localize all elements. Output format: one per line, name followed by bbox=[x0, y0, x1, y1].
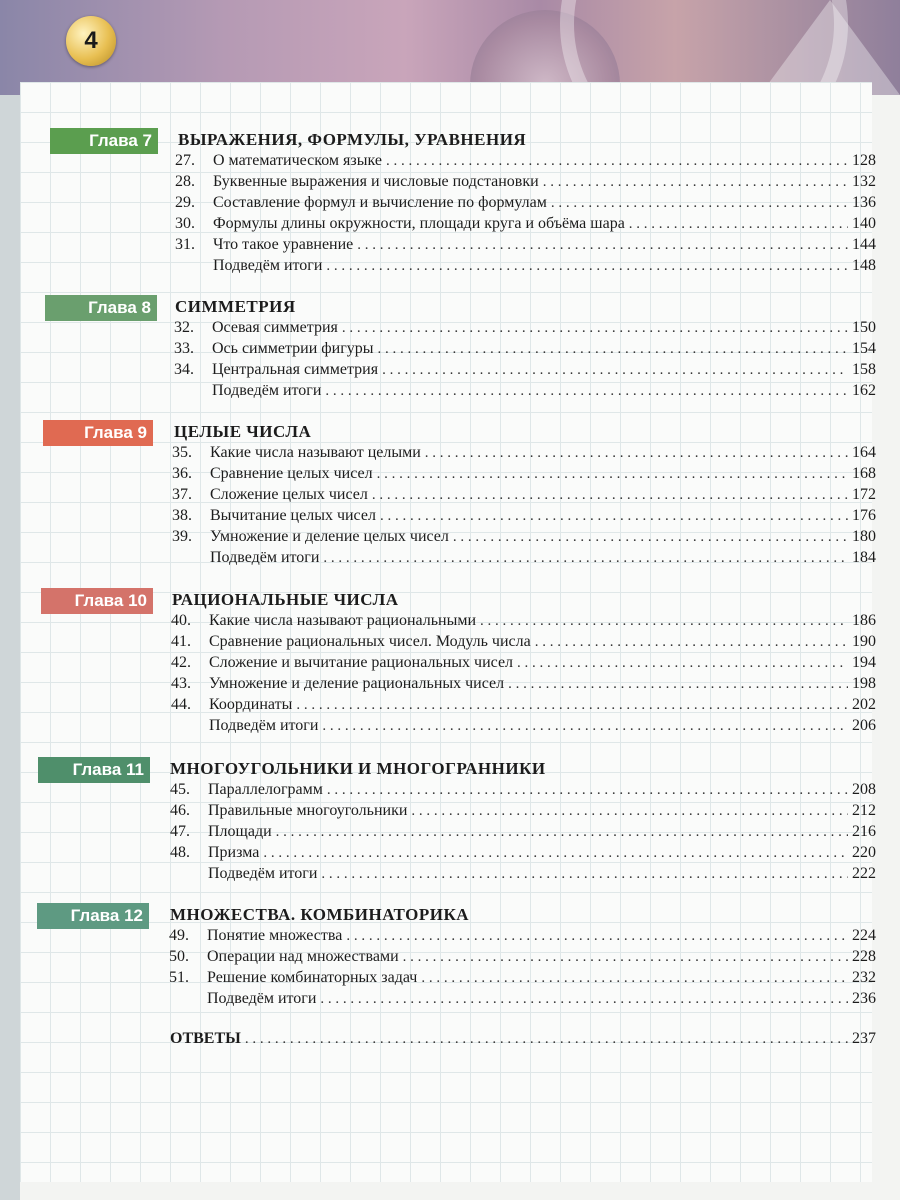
dot-leader bbox=[535, 634, 848, 651]
answers-entry[interactable] bbox=[170, 1030, 876, 1052]
page-number: 237 bbox=[852, 1030, 876, 1047]
dot-leader bbox=[453, 529, 848, 546]
section-title: Подведём итоги bbox=[213, 257, 323, 274]
toc-entry[interactable] bbox=[169, 969, 876, 991]
chapter-title: СИММЕТРИЯ bbox=[175, 297, 296, 316]
section-number: 27. bbox=[175, 152, 195, 169]
page-number: 232 bbox=[852, 969, 876, 986]
page-number: 202 bbox=[852, 696, 876, 713]
page-number: 212 bbox=[852, 802, 876, 819]
section-number: 29. bbox=[175, 194, 195, 211]
dot-leader bbox=[323, 550, 848, 567]
section-number: 34. bbox=[174, 361, 194, 378]
section-number: 31. bbox=[175, 236, 195, 253]
section-number: 39. bbox=[172, 528, 192, 545]
section-number: 36. bbox=[172, 465, 192, 482]
dot-leader bbox=[320, 991, 848, 1008]
dot-leader bbox=[480, 613, 848, 630]
section-number: 33. bbox=[174, 340, 194, 357]
section-number: 28. bbox=[175, 173, 195, 190]
toc-entry[interactable] bbox=[175, 236, 876, 258]
toc-entry[interactable] bbox=[169, 948, 876, 970]
dot-leader bbox=[551, 195, 848, 212]
chapter-title: ЦЕЛЫЕ ЧИСЛА bbox=[174, 422, 312, 441]
page-number: 144 bbox=[852, 236, 876, 253]
dot-leader bbox=[326, 258, 848, 275]
page-number: 198 bbox=[852, 675, 876, 692]
dot-leader bbox=[629, 216, 848, 233]
toc-entry[interactable] bbox=[169, 927, 876, 949]
section-title: Сравнение рациональных чисел. Модуль числа bbox=[209, 633, 531, 650]
chapter-title: МНОЖЕСТВА. КОМБИНАТОРИКА bbox=[170, 905, 470, 924]
section-title: О математическом языке bbox=[213, 152, 382, 169]
toc-entry[interactable] bbox=[174, 340, 876, 362]
dot-leader bbox=[245, 1031, 848, 1048]
page-number: 168 bbox=[852, 465, 876, 482]
dot-leader bbox=[380, 508, 848, 525]
dot-leader bbox=[276, 824, 848, 841]
page-number: 128 bbox=[852, 152, 876, 169]
page-number: 140 bbox=[852, 215, 876, 232]
page-number: 206 bbox=[852, 717, 876, 734]
page-number: 236 bbox=[852, 990, 876, 1007]
summary-entry[interactable] bbox=[212, 382, 876, 404]
section-title: Координаты bbox=[209, 696, 293, 713]
summary-entry[interactable] bbox=[210, 549, 876, 571]
dot-leader bbox=[296, 697, 848, 714]
section-title: Решение комбинаторных задач bbox=[207, 969, 418, 986]
page-number: 216 bbox=[852, 823, 876, 840]
section-title: Какие числа называют целыми bbox=[210, 444, 421, 461]
chapter-tag: Глава 12 bbox=[37, 903, 149, 929]
section-title: Подведём итоги bbox=[209, 717, 319, 734]
section-number: 35. bbox=[172, 444, 192, 461]
dot-leader bbox=[517, 655, 848, 672]
section-number: 45. bbox=[170, 781, 190, 798]
dot-leader bbox=[378, 341, 848, 358]
page-number: 158 bbox=[852, 361, 876, 378]
section-title: Составление формул и вычисление по формулам bbox=[213, 194, 547, 211]
section-title: Формулы длины окружности, площади круга и объёма шара bbox=[213, 215, 625, 232]
page-number: 180 bbox=[852, 528, 876, 545]
toc-entry[interactable] bbox=[172, 507, 876, 529]
section-number: 44. bbox=[171, 696, 191, 713]
page-number-badge: 4 bbox=[66, 16, 116, 66]
toc-entry[interactable] bbox=[171, 654, 876, 676]
page-number: 224 bbox=[852, 927, 876, 944]
chapter-tag: Глава 8 bbox=[45, 295, 157, 321]
toc-entry[interactable] bbox=[172, 486, 876, 508]
page-number: 194 bbox=[852, 654, 876, 671]
toc-entry[interactable] bbox=[171, 696, 876, 718]
dot-leader bbox=[421, 970, 848, 987]
dot-leader bbox=[325, 383, 848, 400]
section-title: Подведём итоги bbox=[210, 549, 320, 566]
page-number: 164 bbox=[852, 444, 876, 461]
page-number: 208 bbox=[852, 781, 876, 798]
dot-leader bbox=[377, 466, 848, 483]
page-number: 172 bbox=[852, 486, 876, 503]
page-number: 220 bbox=[852, 844, 876, 861]
page-number: 228 bbox=[852, 948, 876, 965]
toc-entry[interactable] bbox=[171, 612, 876, 634]
answers-label: ОТВЕТЫ bbox=[170, 1030, 241, 1047]
page-number: 136 bbox=[852, 194, 876, 211]
section-title: Операции над множествами bbox=[207, 948, 399, 965]
toc-entry[interactable] bbox=[171, 633, 876, 655]
chapter-tag: Глава 10 bbox=[41, 588, 153, 614]
dot-leader bbox=[357, 237, 848, 254]
page-number: 162 bbox=[852, 382, 876, 399]
toc-entry[interactable] bbox=[170, 844, 876, 866]
section-number: 41. bbox=[171, 633, 191, 650]
section-title: Вычитание целых чисел bbox=[210, 507, 376, 524]
summary-entry[interactable] bbox=[207, 990, 876, 1012]
dot-leader bbox=[321, 866, 848, 883]
section-title: Подведём итоги bbox=[208, 865, 318, 882]
toc-entry[interactable] bbox=[175, 152, 876, 174]
chapter-title: ВЫРАЖЕНИЯ, ФОРМУЛЫ, УРАВНЕНИЯ bbox=[178, 130, 527, 149]
section-number: 38. bbox=[172, 507, 192, 524]
summary-entry[interactable] bbox=[208, 865, 876, 887]
section-number: 47. bbox=[170, 823, 190, 840]
dot-leader bbox=[372, 487, 848, 504]
page-number: 154 bbox=[852, 340, 876, 357]
page-number: 190 bbox=[852, 633, 876, 650]
section-title: Параллелограмм bbox=[208, 781, 323, 798]
dot-leader bbox=[543, 174, 848, 191]
section-number: 30. bbox=[175, 215, 195, 232]
section-title: Что такое уравнение bbox=[213, 236, 354, 253]
page-number: 176 bbox=[852, 507, 876, 524]
chapter-title: МНОГОУГОЛЬНИКИ И МНОГОГРАННИКИ bbox=[170, 759, 546, 778]
chapter-tag: Глава 7 bbox=[50, 128, 158, 154]
toc-entry[interactable] bbox=[174, 319, 876, 341]
dot-leader bbox=[346, 928, 848, 945]
section-title: Сложение и вычитание рациональных чисел bbox=[209, 654, 514, 671]
section-title: Сложение целых чисел bbox=[210, 486, 368, 503]
section-title: Призма bbox=[208, 844, 260, 861]
section-number: 48. bbox=[170, 844, 190, 861]
section-title: Какие числа называют рациональными bbox=[209, 612, 477, 629]
section-title: Понятие множества bbox=[207, 927, 343, 944]
toc-entry[interactable] bbox=[175, 194, 876, 216]
page-number: 186 bbox=[852, 612, 876, 629]
section-title: Подведём итоги bbox=[212, 382, 322, 399]
toc-entry[interactable] bbox=[172, 444, 876, 466]
chapter-tag: Глава 9 bbox=[43, 420, 153, 446]
dot-leader bbox=[425, 445, 848, 462]
dot-leader bbox=[263, 845, 848, 862]
toc-entry[interactable] bbox=[175, 215, 876, 237]
section-number: 40. bbox=[171, 612, 191, 629]
page-number: 222 bbox=[852, 865, 876, 882]
toc-entry[interactable] bbox=[170, 802, 876, 824]
page-number: 150 bbox=[852, 319, 876, 336]
toc-entry[interactable] bbox=[171, 675, 876, 697]
section-number: 43. bbox=[171, 675, 191, 692]
section-title: Правильные многоугольники bbox=[208, 802, 408, 819]
section-number: 46. bbox=[170, 802, 190, 819]
section-number: 32. bbox=[174, 319, 194, 336]
section-title: Умножение и деление рациональных чисел bbox=[209, 675, 505, 692]
dot-leader bbox=[342, 320, 848, 337]
dot-leader bbox=[411, 803, 848, 820]
section-number: 37. bbox=[172, 486, 192, 503]
section-title: Умножение и деление целых чисел bbox=[210, 528, 449, 545]
toc-entry[interactable] bbox=[172, 528, 876, 550]
dot-leader bbox=[403, 949, 848, 966]
chapter-tag: Глава 11 bbox=[38, 757, 150, 783]
section-title: Центральная симметрия bbox=[212, 361, 379, 378]
toc-entry[interactable] bbox=[175, 173, 876, 195]
section-title: Ось симметрии фигуры bbox=[212, 340, 374, 357]
page-number: 184 bbox=[852, 549, 876, 566]
page-number: 132 bbox=[852, 173, 876, 190]
toc-entry[interactable] bbox=[170, 823, 876, 845]
chapter-title: РАЦИОНАЛЬНЫЕ ЧИСЛА bbox=[172, 590, 399, 609]
toc-entry[interactable] bbox=[174, 361, 876, 383]
summary-entry[interactable] bbox=[209, 717, 876, 739]
section-title: Площади bbox=[208, 823, 272, 840]
section-title: Осевая симметрия bbox=[212, 319, 338, 336]
page-number: 148 bbox=[852, 257, 876, 274]
section-title: Сравнение целых чисел bbox=[210, 465, 373, 482]
toc-entry[interactable] bbox=[172, 465, 876, 487]
section-title: Подведём итоги bbox=[207, 990, 317, 1007]
dot-leader bbox=[382, 362, 848, 379]
toc-entry[interactable] bbox=[170, 781, 876, 803]
section-number: 42. bbox=[171, 654, 191, 671]
section-number: 49. bbox=[169, 927, 189, 944]
summary-entry[interactable] bbox=[213, 257, 876, 279]
dot-leader bbox=[327, 782, 848, 799]
dot-leader bbox=[386, 153, 848, 170]
section-title: Буквенные выражения и числовые подстановки bbox=[213, 173, 539, 190]
section-number: 50. bbox=[169, 948, 189, 965]
dot-leader bbox=[322, 718, 848, 735]
section-number: 51. bbox=[169, 969, 189, 986]
dot-leader bbox=[508, 676, 848, 693]
